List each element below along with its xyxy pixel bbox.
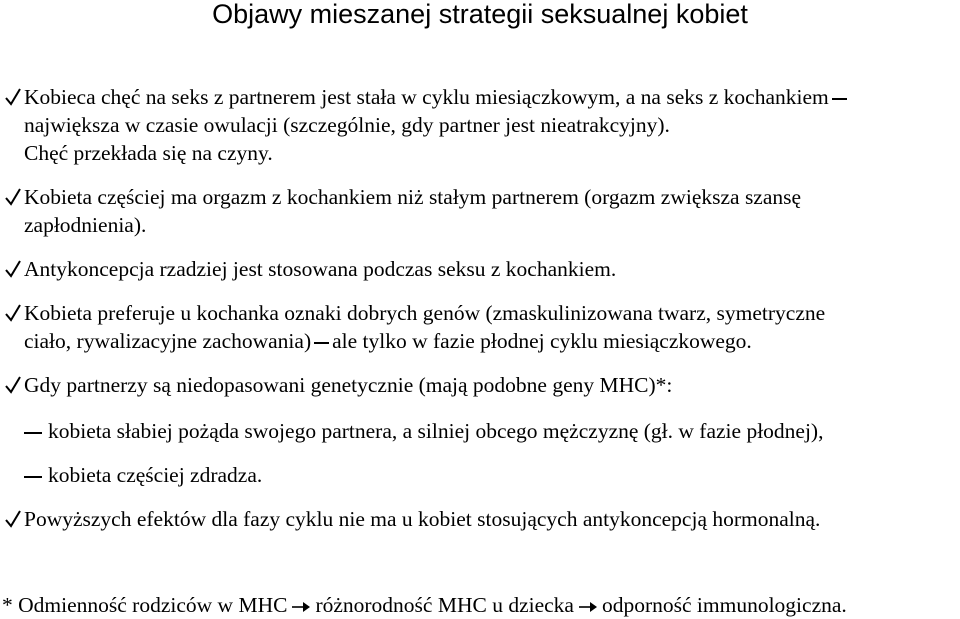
bullet-6-line-1: Powyższych efektów dla fazy cyklu nie ma u kobiet stosujących antykoncepcją hormonalną. <box>24 507 821 531</box>
bullet-2-line-2: zapłodnienia). <box>24 213 147 237</box>
sub-item-2-text: kobieta częściej zdradza. <box>48 463 263 487</box>
checkmark-icon <box>4 183 24 211</box>
footnote-part-3: odporność immunologiczna. <box>601 593 847 617</box>
dash-icon <box>832 98 847 100</box>
checkmark-icon <box>4 83 24 111</box>
bullet-4-line-2a: ciało, rywalizacyjne zachowania) <box>24 329 312 353</box>
bullet-item-1 <box>0 83 950 167</box>
bullet-item-5 <box>0 371 950 399</box>
dash-icon <box>314 342 329 344</box>
sub-item-1 <box>0 417 950 445</box>
footnote-part-1: * Odmienność rodziców w MHC <box>2 593 288 617</box>
sub-item-1-text: kobieta słabiej pożąda swojego partnera, a silniej obcego mężczyznę (gł. w fazie płodnej), <box>48 419 824 443</box>
checkmark-icon <box>4 505 24 533</box>
bullet-item-6 <box>0 505 950 533</box>
bullet-2-line-1: Kobieta częściej ma orgazm z kochankiem niż stałym partnerem (orgazm zwiększa szansę <box>24 185 802 209</box>
bullet-1-line-3: Chęć przekłada się na czyny. <box>24 141 273 165</box>
sub-item-2 <box>0 461 950 489</box>
bullet-item-2 <box>0 183 950 239</box>
bullet-4-line-1: Kobieta preferuje u kochanka oznaki dobrych genów (zmaskulinizowana twarz, symetryczne <box>24 301 826 325</box>
checkmark-icon <box>4 299 24 327</box>
bullet-item-3 <box>0 255 950 283</box>
bullet-1-line-1: Kobieca chęć na seks z partnerem jest stała w cyklu miesiączkowym, a na seks z kochankiem <box>24 85 829 109</box>
bullet-item-4 <box>0 299 950 355</box>
page-title: Objawy mieszanej strategii seksualnej kobiet <box>212 0 748 29</box>
arrow-right-icon <box>291 600 311 614</box>
bullet-3-line-1: Antykoncepcja rzadziej jest stosowana podczas seksu z kochankiem. <box>24 257 617 281</box>
dash-icon <box>24 461 44 489</box>
bullet-1-line-2: największa w czasie owulacji (szczególnie, gdy partner jest nieatrakcyjny). <box>24 113 670 137</box>
arrow-right-icon <box>578 600 598 614</box>
footnote-part-2: różnorodność MHC u dziecka <box>315 593 574 617</box>
bullet-5-line-1: Gdy partnerzy są niedopasowani genetycznie (mają podobne geny MHC)*: <box>24 373 673 397</box>
footnote <box>2 591 958 619</box>
bullet-4-line-2b: ale tylko w fazie płodnej cyklu miesiączkowego. <box>332 329 752 353</box>
checkmark-icon <box>4 371 24 399</box>
dash-icon <box>24 417 44 445</box>
checkmark-icon <box>4 255 24 283</box>
